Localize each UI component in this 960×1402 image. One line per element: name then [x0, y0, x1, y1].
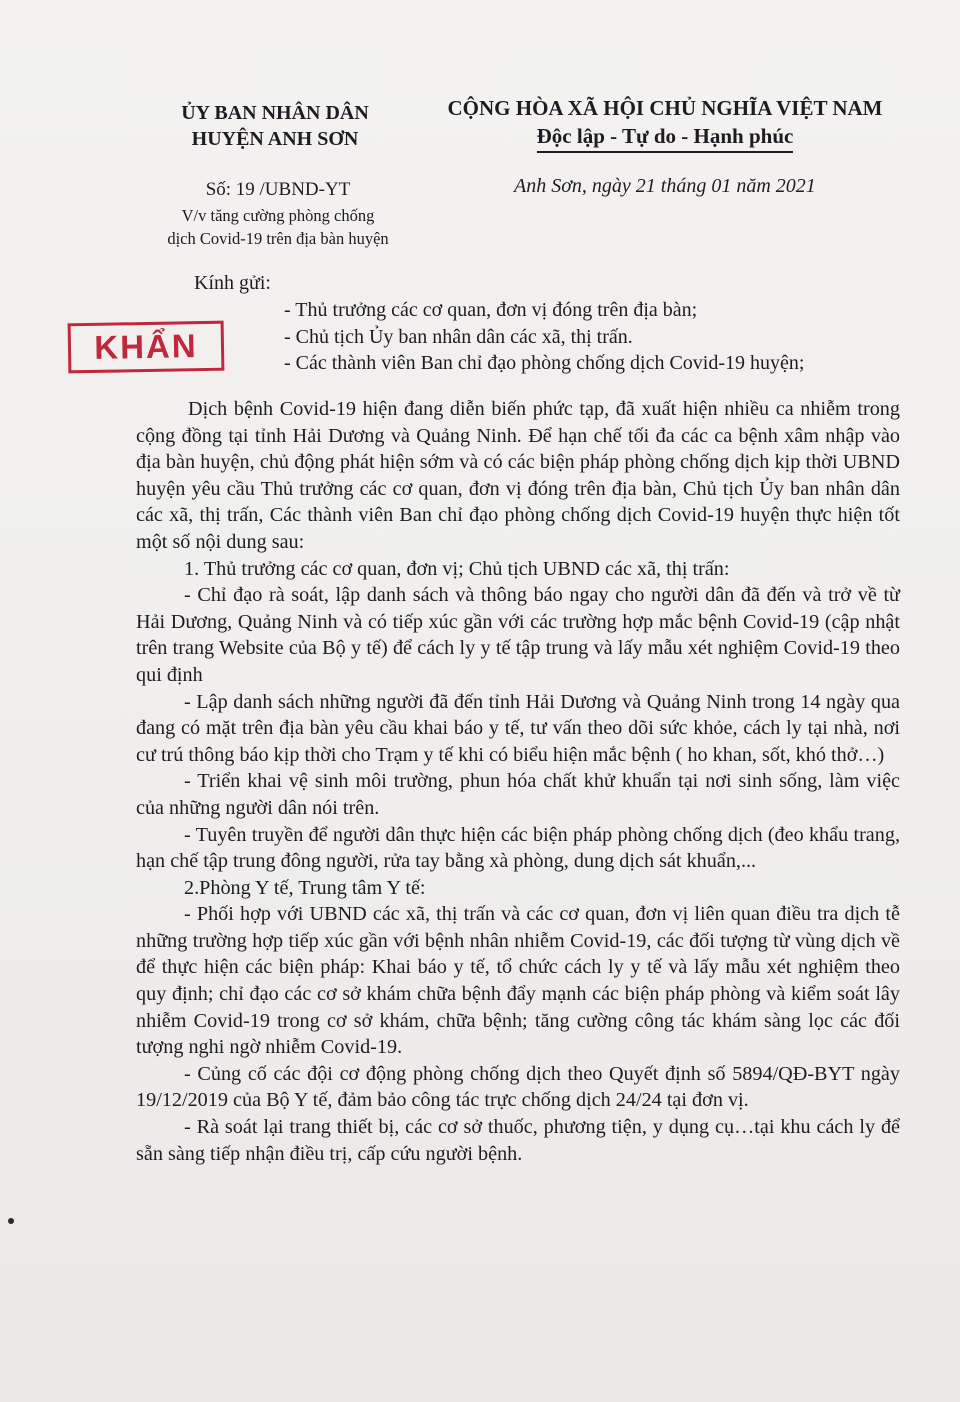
- recipient-list: [284, 297, 904, 377]
- section-2-item: - Củng cố các đội cơ động phòng chống dịch theo Quyết định số 5894/QĐ-BYT ngày 19/12/2019 của Bộ Y tế, đảm bảo công tác trực chống dịch 24/24 tại đơn vị.: [136, 1062, 900, 1112]
- agency-line-2: HUYỆN ANH SƠN: [191, 128, 359, 150]
- recipient-item: - Các thành viên Ban chỉ đạo phòng chống dịch Covid-19 huyện;: [284, 352, 805, 374]
- section-2-item: - Phối hợp với UBND các xã, thị trấn và các cơ quan, đơn vị liên quan điều tra dịch tễ những trường hợp tiếp xúc gần với bệnh nhân nhiễm Covid-19, các đối tượng từ vùng dịch về để thực hiện các biện pháp: Khai báo y tế, tổ chức cách ly y tế và lấy mẫu xét nghiệm theo quy định; chỉ đạo các cơ sở khám chữa bệnh đẩy mạnh các biện pháp phòng và kiểm soát lây nhiễm Covid-19 trong cơ sở khám, chữa bệnh; tăng cường công tác khám sàng lọc các đối tượng nghi ngờ nhiễm Covid-19.: [136, 903, 900, 1059]
- urgent-stamp: KHẨN: [68, 321, 225, 374]
- recipient-item: - Chủ tịch Ủy ban nhân dân các xã, thị trấn.: [284, 325, 633, 348]
- section-1-item: - Lập danh sách những người đã đến tỉnh Hải Dương và Quảng Ninh trong 14 ngày qua đang có mặt trên địa bàn yêu cầu khai báo y tế, tư vấn theo dõi sức khỏe, cách ly tại nhà, nơi cư trú thông báo kịp thời cho Trạm y tế khi có biểu hiện mắc bệnh ( ho khan, sốt, khó thở…): [136, 690, 900, 766]
- subject-line-2: dịch Covid-19 trên địa bàn huyện: [167, 229, 389, 248]
- document-number: Số: 19 /UBND-YT: [205, 179, 351, 200]
- national-motto: Độc lập - Tự do - Hạnh phúc: [537, 122, 794, 153]
- date-line: Anh Sơn, ngày 21 tháng 01 năm 2021: [514, 175, 816, 197]
- agency-line-1: ỦY BAN NHÂN DÂN: [181, 102, 369, 124]
- subject-line-1: V/v tăng cường phòng chống: [181, 206, 375, 225]
- section-1-heading: 1. Thủ trưởng các cơ quan, đơn vị; Chủ tịch UBND các xã, thị trấn:: [184, 557, 730, 580]
- reference-block: [128, 176, 428, 250]
- margin-mark: [8, 1218, 14, 1224]
- section-2-item: - Rà soát lại trang thiết bị, các cơ sở thuốc, phương tiện, y dụng cụ…tại khu cách ly để sẵn sàng tiếp nhận điều trị, cấp cứu người bệnh.: [136, 1116, 900, 1165]
- issuing-agency: [140, 100, 410, 152]
- section-1-item: - Tuyên truyền để người dân thực hiện các biện pháp phòng chống dịch (đeo khẩu trang, hạn chế tập trung đông người, rửa tay bằng xà phòng, dung dịch sát khuẩn,...: [136, 823, 900, 873]
- document-body: [136, 396, 900, 1167]
- section-1-item: - Triển khai vệ sinh môi trường, phun hóa chất khử khuẩn tại nơi sinh sống, làm việc của những người dân nói trên.: [136, 770, 900, 819]
- section-1-item: - Chỉ đạo rà soát, lập danh sách và thông báo ngay cho người dân đã đến và trở về từ Hải Dương, Quảng Ninh và có tiếp xúc gần với các trường hợp mắc bệnh Covid-19 (cập nhật trên trang Website của Bộ y tế) để cách ly y tế tập trung và lấy mẫu xét nghiệm Covid-19 theo qui định: [136, 584, 900, 686]
- national-title: [430, 94, 900, 153]
- section-2-heading: 2.Phòng Y tế, Trung tâm Y tế:: [184, 876, 426, 899]
- recipient-item: - Thủ trưởng các cơ quan, đơn vị đóng trên địa bàn;: [284, 299, 698, 321]
- intro-paragraph: Dịch bệnh Covid-19 hiện đang diễn biến phức tạp, đã xuất hiện nhiều ca nhiễm trong cộng đồng tại tỉnh Hải Dương và Quảng Ninh. Để hạn chế tối đa các ca bệnh xâm nhập vào địa bàn huyện, chủ động phát hiện sớm và có các biện pháp phòng chống dịch kịp thời UBND huyện yêu cầu Thủ trưởng các cơ quan, đơn vị đóng trên địa bàn, Chủ tịch Ủy ban nhân dân các xã, thị trấn, Các thành viên Ban chỉ đạo phòng chống dịch Covid-19 huyện thực hiện tốt một số nội dung sau:: [136, 398, 900, 553]
- salutation: Kính gửi:: [194, 272, 271, 294]
- nation-line-1: CỘNG HÒA XÃ HỘI CHỦ NGHĨA VIỆT NAM: [447, 96, 883, 120]
